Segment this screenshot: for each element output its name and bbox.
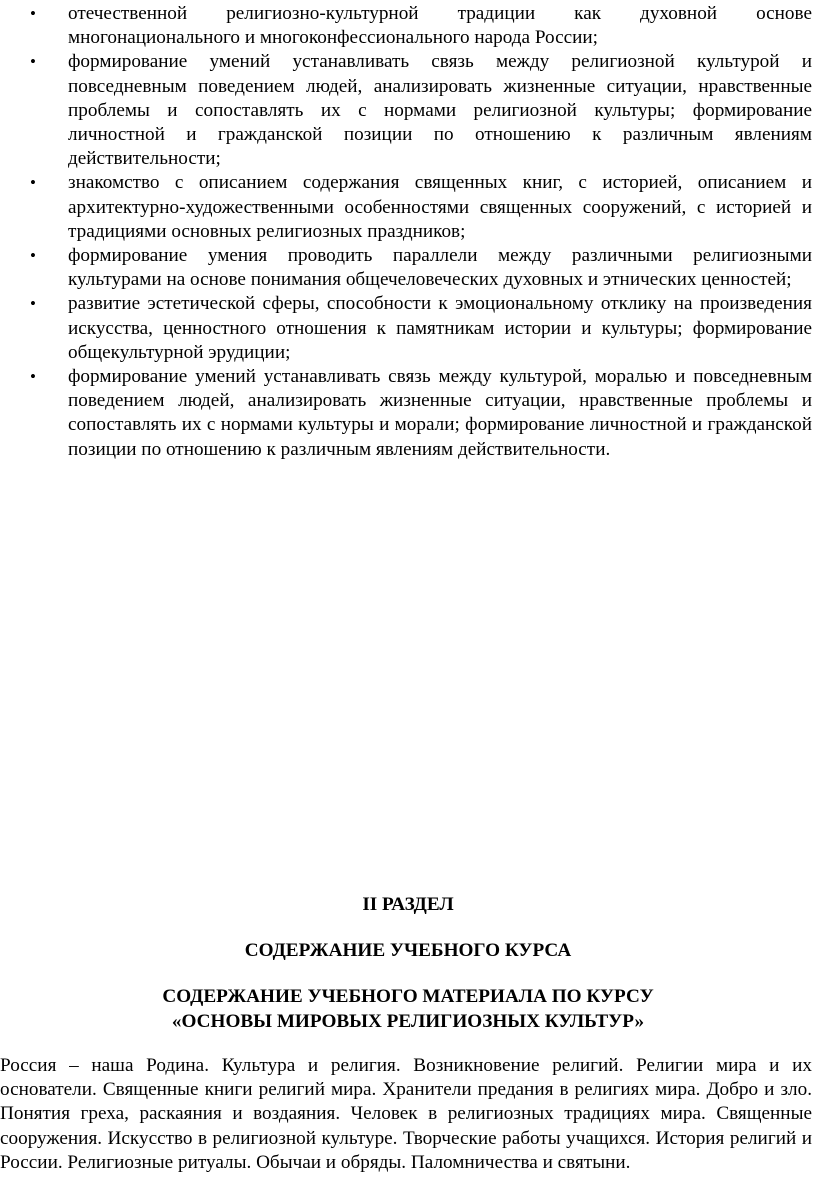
bullet-item-1 (0, 2, 816, 50)
bullet-text: отечественной религиозно-культурной традиции как духовной основе многонационального и многоконфессионального народа России; (68, 3, 812, 49)
bullet-text: развитие эстетической сферы, способности к эмоциональному отклику на произведения искусства, ценностного отношения к памятникам истории и культуры; формирование общекультурной эрудиции; (68, 293, 812, 363)
bullet-item-2 (0, 50, 816, 171)
goals-bullet-list (0, 2, 816, 462)
bullet-icon: • (30, 294, 36, 314)
bullet-text: формирование умения проводить параллели между различными религиозными культурами на основе понимания общечеловеческих духовных и этнических ценностей; (68, 245, 812, 291)
section-title: СОДЕРЖАНИЕ УЧЕБНОГО КУРСА (244, 940, 572, 962)
course-content-paragraph: Россия – наша Родина. Культура и религия. Возникновение религий. Религии мира и их основатели. Священные книги религий мира. Хранители предания в религиях мира. Добро и зло. Понятия греха, раскаяния и воздаяния. Человек в религиозных традициях мира. Священные сооружения. Искусство в религиозной культуре. Творческие работы учащихся. История религий и России. Религиозные ритуалы. Обычаи и обряды. Паломничества и святыни. (0, 1055, 812, 1173)
bullet-icon: • (30, 367, 36, 387)
bullet-icon: • (30, 52, 36, 72)
bullet-item-3 (0, 171, 816, 244)
bullet-text: знакомство с описанием содержания священных книг, с историей, описанием и архитектурно-художественными особенностями священных сооружений, с историей и традициями основных религиозных праздников; (68, 172, 812, 242)
bullet-text: формирование умений устанавливать связь между культурой, моралью и повседневным поведением людей, анализировать жизненные ситуации, нравственные проблемы и сопоставлять их с нормами культуры и морали; формирование личностной и гражданской позиции по отношению к различным явлениям действительности. (68, 366, 812, 460)
bullet-item-6 (0, 365, 816, 462)
bullet-icon: • (30, 4, 36, 23)
section-subtitle-line-1: СОДЕРЖАНИЕ УЧЕБНОГО МАТЕРИАЛА ПО КУРСУ (162, 986, 654, 1008)
section-heading-block (0, 893, 816, 1034)
bullet-item-4 (0, 244, 816, 292)
bullet-item-5 (0, 292, 816, 365)
bullet-icon: • (30, 246, 36, 266)
section-label: II РАЗДЕЛ (362, 894, 454, 915)
section-subtitle-line-2: «ОСНОВЫ МИРОВЫХ РЕЛИГИОЗНЫХ КУЛЬТУР» (171, 1010, 645, 1032)
bullet-icon: • (30, 173, 36, 193)
bullet-text: формирование умений устанавливать связь между религиозной культурой и повседневным поведением людей, анализировать жизненные ситуации, нравственные проблемы и сопоставлять их с нормами религиозной культуры; формирование личностной и гражданской позиции по отношению к различным явлениям действительности; (68, 51, 812, 170)
